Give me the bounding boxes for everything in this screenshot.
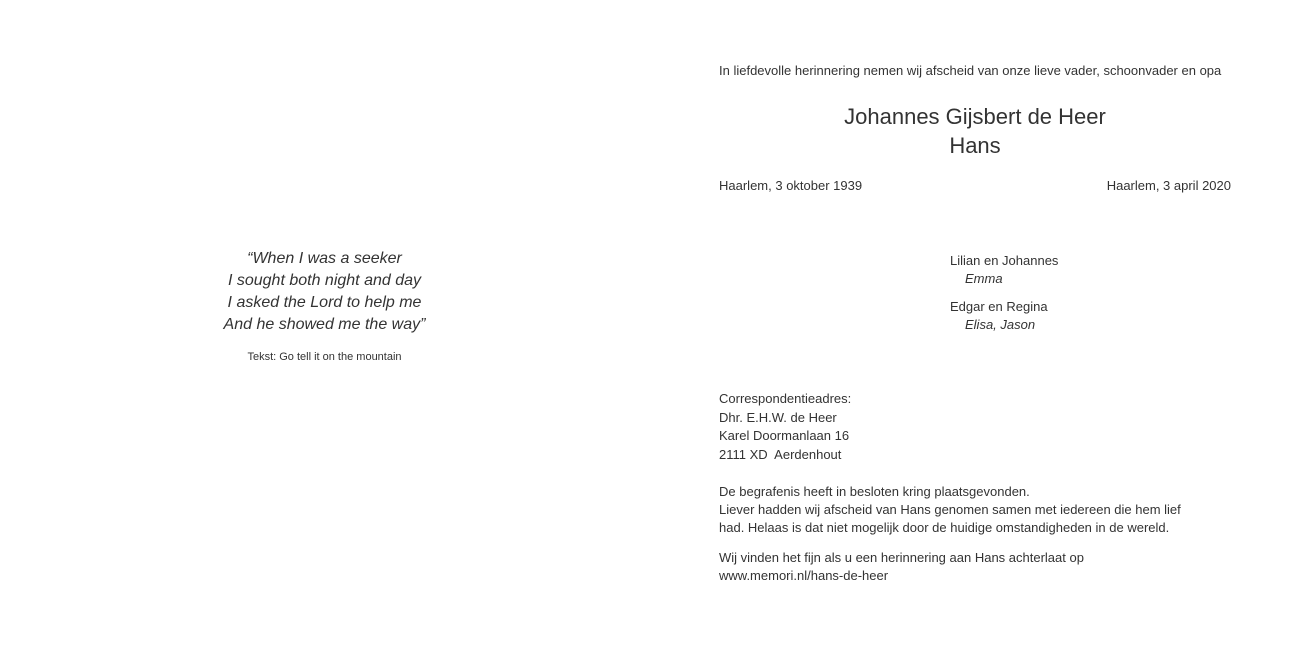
left-page <box>0 0 649 650</box>
family-parents: Lilian en Johannes <box>950 253 1059 268</box>
family-children: Elisa, Jason <box>965 317 1036 332</box>
family-list <box>950 252 1058 344</box>
quote-line: “When I was a seeker <box>247 250 402 267</box>
memori-note <box>719 549 1084 585</box>
address-city: 2111 XD Aerdenhout <box>719 446 842 462</box>
full-name: Johannes Gijsbert de Heer <box>844 104 1106 129</box>
family-group <box>950 298 1058 334</box>
correspondence-address <box>719 390 851 464</box>
intro-text: In liefdevolle herinnering nemen wij afscheid van onze lieve vader, schoonvader en opa <box>719 63 1222 78</box>
memori-link: www.memori.nl/hans-de-heer <box>719 568 889 583</box>
notice-line: Liever hadden wij afscheid van Hans genomen samen met iedereen die hem lief <box>719 502 1181 517</box>
family-group <box>950 252 1058 288</box>
address-street: Karel Doormanlaan 16 <box>719 428 850 443</box>
quote-line: I sought both night and day <box>227 272 422 289</box>
memori-line: Wij vinden het fijn als u een herinnering aan Hans achterlaat op <box>719 550 1084 565</box>
quote-line: I asked the Lord to help me <box>227 294 422 311</box>
birth-date: Haarlem, 3 oktober 1939 <box>719 178 863 193</box>
address-name: Dhr. E.H.W. de Heer <box>719 409 837 425</box>
nickname: Hans <box>949 133 1001 158</box>
family-children: Emma <box>965 271 1003 286</box>
address-heading: Correspondentieadres: <box>719 391 852 406</box>
notice-line: had. Helaas is dat niet mogelijk door de huidige omstandigheden in de wereld. <box>719 520 1170 535</box>
notice-line: De begrafenis heeft in besloten kring plaatsgevonden. <box>719 484 1030 499</box>
quote-line: And he showed me the way” <box>223 316 426 333</box>
death-date: Haarlem, 3 april 2020 <box>1106 178 1231 193</box>
deceased-name <box>719 102 1231 160</box>
funeral-notice <box>719 483 1231 537</box>
song-quote <box>0 248 649 336</box>
quote-source: Tekst: Go tell it on the mountain <box>247 351 402 363</box>
family-parents: Edgar en Regina <box>950 299 1048 314</box>
right-page <box>650 0 1299 650</box>
